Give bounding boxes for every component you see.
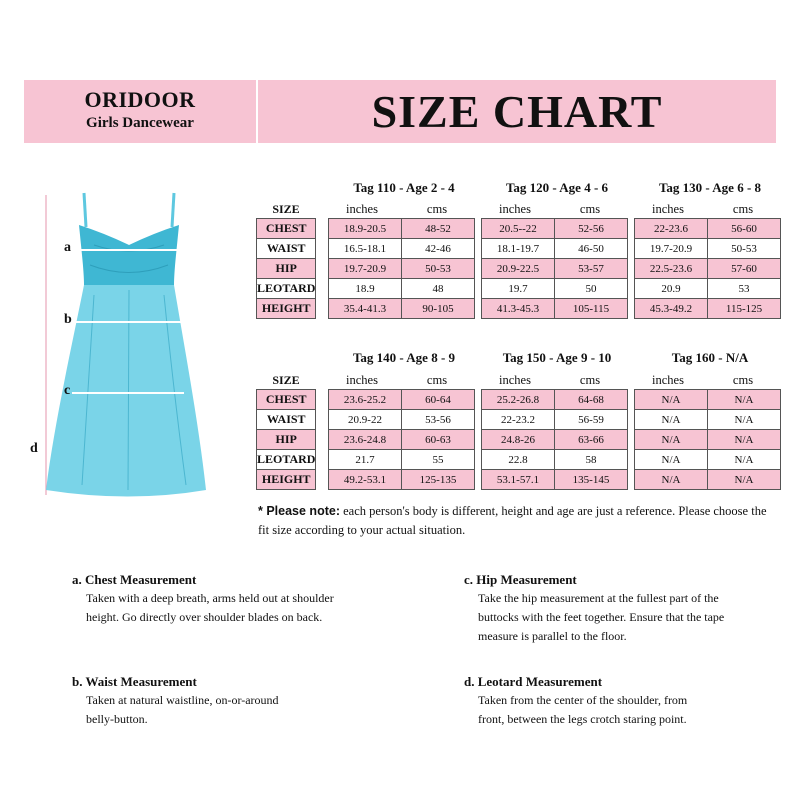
cell: 48-52 (402, 219, 475, 239)
cell: 45.3-49.2 (635, 299, 708, 319)
cell: 60-64 (402, 390, 475, 410)
label-d: d (30, 441, 38, 456)
cell: 50 (555, 279, 628, 299)
tag-title: Tag 150 - Age 9 - 10 (502, 350, 612, 365)
note-text: each person's body is different, height and age are just a reference. Please choose the fit size according to your actual situation. (258, 504, 767, 537)
row-label-leotard: LEOTARD (257, 450, 316, 470)
cell: 20.9 (635, 279, 708, 299)
leotard-text: Taken from the center of the shoulder, from front, between the legs crotch staring point. (478, 693, 688, 726)
tag-title: Tag 110 - Age 2 - 4 (353, 180, 455, 195)
cell: 52-56 (555, 219, 628, 239)
size-note (258, 502, 778, 540)
cell: 21.7 (329, 450, 402, 470)
note-label: * Please note: (258, 504, 340, 518)
brand-name: ORIDOOR (84, 87, 196, 112)
tag-title: Tag 160 - N/A (671, 350, 749, 365)
row-label-hip: HIP (257, 259, 316, 279)
cell: 115-125 (708, 299, 781, 319)
row-label-chest: CHEST (257, 390, 316, 410)
cell: 46-50 (555, 239, 628, 259)
unit-inches: inches (652, 373, 684, 387)
label-b: b (64, 312, 72, 327)
page-title: SIZE CHART (371, 86, 663, 137)
cell: 50-53 (402, 259, 475, 279)
waist-heading: b. Waist Measurement (72, 674, 197, 689)
size-label: SIZE (272, 202, 300, 216)
cell: 23.6-25.2 (329, 390, 402, 410)
cell: 42-46 (402, 239, 475, 259)
cell: 35.4-41.3 (329, 299, 402, 319)
row-labels (256, 389, 316, 490)
row-labels (256, 218, 316, 319)
tag-title: Tag 130 - Age 6 - 8 (658, 180, 762, 195)
cell: 19.7-20.9 (329, 259, 402, 279)
cell: 19.7 (482, 279, 555, 299)
dress-illustration (24, 185, 234, 505)
hip-text: Take the hip measurement at the fullest part of the buttocks with the feet together. Ensure that the tape measure is parallel to the floor. (478, 591, 725, 643)
row-label-waist: WAIST (257, 410, 316, 430)
cell: N/A (708, 450, 781, 470)
unit-inches: inches (346, 202, 378, 216)
unit-inches: inches (499, 202, 531, 216)
cell: 55 (402, 450, 475, 470)
label-a: a (64, 240, 71, 255)
size-grid-tag-120 (481, 218, 628, 319)
cell: 22-23.6 (635, 219, 708, 239)
unit-cms: cms (426, 373, 448, 387)
cell: N/A (635, 410, 708, 430)
cell: 125-135 (402, 470, 475, 490)
cell: N/A (708, 470, 781, 490)
cell: N/A (708, 410, 781, 430)
cell: 18.1-19.7 (482, 239, 555, 259)
cell: 105-115 (555, 299, 628, 319)
unit-inches: inches (346, 373, 378, 387)
cell: 41.3-45.3 (482, 299, 555, 319)
leotard-measurement (464, 672, 764, 729)
cell: 48 (402, 279, 475, 299)
cell: 60-63 (402, 430, 475, 450)
cell: 49.2-53.1 (329, 470, 402, 490)
size-grid-tag-160 (634, 389, 781, 490)
chest-text: Taken with a deep breath, arms held out at shoulder height. Go directly over shoulder blades on back. (86, 591, 334, 624)
cell: 63-66 (555, 430, 628, 450)
cell: 20.5--22 (482, 219, 555, 239)
cell: N/A (635, 390, 708, 410)
unit-cms: cms (579, 373, 601, 387)
tag-title: Tag 140 - Age 8 - 9 (352, 350, 456, 365)
waist-text: Taken at natural waistline, on-or-around belly-button. (86, 693, 279, 726)
cell: 20.9-22.5 (482, 259, 555, 279)
row-label-chest: CHEST (257, 219, 316, 239)
cell: 16.5-18.1 (329, 239, 402, 259)
unit-cms: cms (732, 202, 754, 216)
hip-heading: c. Hip Measurement (464, 572, 577, 587)
size-grid-tag-140 (328, 389, 475, 490)
size-grid-tag-130 (634, 218, 781, 319)
cell: 56-60 (708, 219, 781, 239)
cell: N/A (708, 390, 781, 410)
unit-inches: inches (499, 373, 531, 387)
cell: 90-105 (402, 299, 475, 319)
cell: 18.9-20.5 (329, 219, 402, 239)
cell: 23.6-24.8 (329, 430, 402, 450)
dress-diagram (24, 185, 234, 505)
size-grid-tag-110 (328, 218, 475, 319)
hip-measurement (464, 570, 764, 646)
cell: 25.2-26.8 (482, 390, 555, 410)
cell: N/A (708, 430, 781, 450)
cell: N/A (635, 450, 708, 470)
cell: 18.9 (329, 279, 402, 299)
row-label-waist: WAIST (257, 239, 316, 259)
waist-measurement (72, 672, 372, 729)
row-label-hip: HIP (257, 430, 316, 450)
tag-title: Tag 120 - Age 4 - 6 (505, 180, 609, 195)
unit-cms: cms (579, 202, 601, 216)
chest-measurement (72, 570, 372, 627)
cell: 53-56 (402, 410, 475, 430)
cell: 53-57 (555, 259, 628, 279)
cell: 22.8 (482, 450, 555, 470)
row-label-leotard: LEOTARD (257, 279, 316, 299)
brand-block (24, 86, 256, 132)
row-label-height: HEIGHT (257, 299, 316, 319)
cell: 53.1-57.1 (482, 470, 555, 490)
cell: 20.9-22 (329, 410, 402, 430)
label-c: c (64, 383, 71, 398)
header-banner (24, 80, 776, 143)
cell: 53 (708, 279, 781, 299)
cell: N/A (635, 430, 708, 450)
cell: 64-68 (555, 390, 628, 410)
cell: 19.7-20.9 (635, 239, 708, 259)
cell: 56-59 (555, 410, 628, 430)
row-label-height: HEIGHT (257, 470, 316, 490)
unit-cms: cms (732, 373, 754, 387)
unit-cms: cms (426, 202, 448, 216)
cell: 50-53 (708, 239, 781, 259)
cell: 22.5-23.6 (635, 259, 708, 279)
leotard-heading: d. Leotard Measurement (464, 674, 603, 689)
cell: 58 (555, 450, 628, 470)
size-grid-tag-150 (481, 389, 628, 490)
unit-inches: inches (652, 202, 684, 216)
cell: 135-145 (555, 470, 628, 490)
cell: N/A (635, 470, 708, 490)
cell: 22-23.2 (482, 410, 555, 430)
cell: 24.8-26 (482, 430, 555, 450)
cell: 57-60 (708, 259, 781, 279)
chest-heading: a. Chest Measurement (72, 572, 197, 587)
size-label: SIZE (272, 373, 300, 387)
brand-subtitle: Girls Dancewear (86, 115, 194, 131)
